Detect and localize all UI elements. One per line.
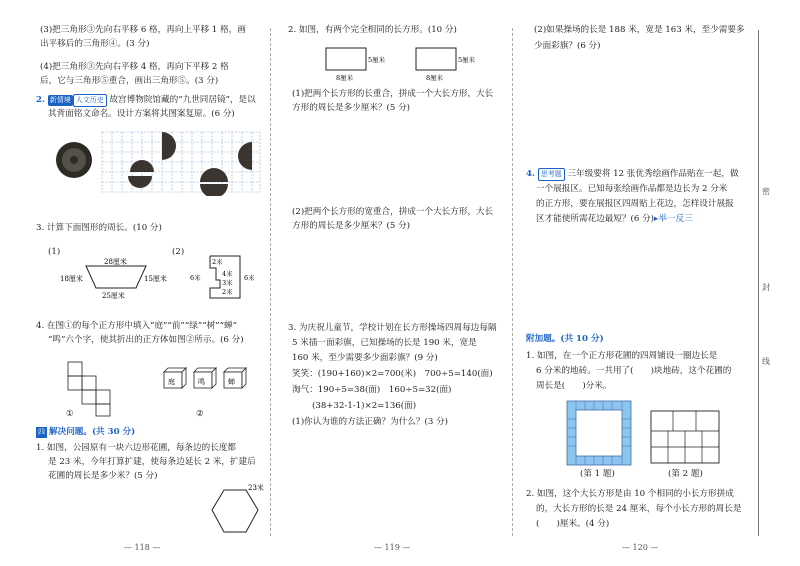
fig2-caption: (第 2 题)	[668, 469, 703, 479]
tile-square-figure	[566, 400, 632, 466]
r-q3-2: (2)如果操场的长是 188 米，宽是 163 米，至少需要多	[534, 25, 745, 35]
r-q4-number: 4.	[526, 169, 535, 179]
q2-number: 2.	[36, 95, 45, 105]
mirror-figure	[52, 128, 264, 196]
cube3-face: 蝉	[228, 378, 235, 386]
e2-text-b: 的，大长方形的长是 24 厘米，每个小长方形的周长是	[536, 504, 742, 514]
extra-heading	[526, 333, 604, 346]
m-q3-1: (1)你认为谁的方法正确？为什么？(3 分)	[292, 417, 448, 427]
e1-text: 1. 如图，在一个正方形花圃的四周铺设一圈边长是	[526, 351, 718, 361]
fig2-label-f: 6米	[244, 274, 255, 282]
page-number-right: — 120 —	[622, 543, 659, 552]
fig1-bottom-label: 25厘米	[102, 292, 125, 300]
page-number-middle: — 119 —	[374, 543, 411, 552]
p1-text: 1. 如图，公园原有一块六边形花圃，每条边的长度都	[36, 443, 236, 453]
section-heading	[36, 426, 135, 439]
e1-text-c: 周长是( )分米。	[536, 381, 612, 391]
q2-text: 故宫博物院馆藏的“九世同居镜”，是以	[109, 95, 256, 105]
rect2-side: 5厘米	[458, 56, 476, 64]
q4-text: 4. 在图①的每个正方形中填入“庭”“前”“绿”“树”“蝉”	[36, 321, 237, 331]
column-divider-2	[512, 28, 513, 536]
fig2-label-a: 2米	[212, 258, 223, 266]
margin-char-2: 封	[762, 283, 770, 292]
e1-text-b: 6 分米的地砖。一共用了( )块地砖，这个花圃的	[536, 366, 732, 376]
q1-3-text: (3)把三角形③先向右平移 6 格，再向上平移 1 格，画	[40, 25, 246, 35]
section-title: 解决问题。(共 30 分)	[49, 427, 136, 437]
r-q4d	[536, 213, 693, 226]
hexagon-figure	[208, 482, 268, 538]
fig-c1-label: ①	[66, 409, 74, 419]
fig1-right-label: 15厘米	[144, 275, 167, 283]
q1-3-text-b: 出平移后的三角形④。(3 分)	[40, 39, 150, 49]
e2-text-c: ( )厘米。(4 分)	[536, 519, 610, 529]
m-q2-2b: 方形的周长是多少厘米？(5 分)	[292, 221, 411, 231]
q3-1-label: (1)	[48, 247, 61, 257]
q2-line	[36, 94, 256, 107]
margin-char-3: 线	[762, 357, 770, 366]
r-q4-line	[526, 168, 739, 181]
m-q2-1: (1)把两个长方形的长重合，拼成一个大长方形，大长	[292, 89, 494, 99]
r-q4b: 一个展报区。已知每张绘画作品都是边长为 2 分米	[536, 184, 728, 194]
fig1-caption: (第 1 题)	[580, 469, 615, 479]
column-divider	[270, 28, 271, 536]
m-q2-text: 2. 如图，有两个完全相同的长方形。(10 分)	[288, 25, 457, 35]
m-q3c: 160 米，至少需要多少面彩旗？(9 分)	[292, 353, 438, 363]
r-q4-text: 三年级要将 12 张优秀绘画作品贴在一起，做	[567, 169, 739, 179]
fig1-top-label: 28厘米	[104, 258, 127, 266]
cubes-figure	[160, 364, 250, 394]
m-q3b: 5 米插一面彩旗，已知操场的长是 190 米，宽是	[292, 338, 477, 348]
grid	[102, 132, 260, 192]
xiao-solution: 笑笑：(190+160)×2=700(米) 700÷5=140(面)	[292, 369, 493, 379]
trapezoid-figure	[60, 250, 170, 302]
similar-problems-link[interactable]: ▸举一反三	[654, 214, 693, 224]
r-q3-2b: 少面彩旗？(6 分)	[534, 41, 601, 51]
q4-text-b: “鸣”六个字，使其折出的正方体如图②所示。(6 分)	[48, 335, 244, 345]
q3-2-label: (2)	[172, 247, 185, 257]
margin-char-1: 密	[762, 187, 770, 196]
cube2-face: 鸣	[198, 378, 205, 386]
culture-tag: 人文历史	[73, 94, 107, 107]
m-q2-1b: 方形的周长是多少厘米？(5 分)	[292, 103, 411, 113]
p1-text-b: 是 23 米，今年打算扩建，使每条边延长 2 米，扩建后	[48, 457, 256, 467]
q1-4-text: (4)把三角形③先向右平移 4 格，再向下平移 2 格	[40, 62, 229, 72]
p1-text-c: 花圃的周长是多少米？(5 分)	[48, 471, 158, 481]
fig1-left-label: 18厘米	[60, 275, 83, 283]
r-q4d-text: 区才能使所需花边最短？(6 分)	[536, 214, 655, 224]
rect1-bottom: 8厘米	[336, 74, 354, 82]
rect1-side: 5厘米	[368, 56, 386, 64]
fig2-label-e: 6米	[190, 274, 201, 282]
stair-figure	[184, 252, 264, 304]
q1-4-text-b: 后，它与三角形⑤重合，画出三角形⑤。(3 分)	[40, 76, 219, 86]
r-q4c: 的正方形，要在展报区四周贴上花边，怎样设计展报	[536, 199, 734, 209]
m-q3: 3. 为庆祝儿童节，学校计划在长方形操场四周每边每隔	[288, 323, 497, 333]
rect2-bottom: 8厘米	[426, 74, 444, 82]
cube1-face: 庭	[168, 378, 175, 386]
section-icon: 四	[38, 428, 45, 436]
e2-text: 2. 如图，这个大长方形是由 10 个相同的小长方形拼成	[526, 489, 734, 499]
fig-c2-label: ②	[196, 409, 204, 419]
tao-solution-2: (38+32-1-1)×2=136(面)	[312, 401, 417, 411]
tao-solution: 淘气：190÷5=38(面) 160÷5=32(面)	[292, 385, 452, 395]
fig2-label-c: 3米	[222, 279, 233, 287]
big-rectangle-figure	[650, 410, 720, 464]
fig2-label-d: 2米	[222, 288, 233, 296]
q3-title: 3. 计算下面图形的周长。(10 分)	[36, 223, 162, 233]
extra-title: 附加题。(共 10 分)	[526, 334, 604, 344]
m-q2-2: (2)把两个长方形的宽重合，拼成一个大长方形，大长	[292, 207, 494, 217]
page-number-left: — 118 —	[124, 543, 161, 552]
thinking-tag: 思考题	[538, 168, 565, 181]
new-context-tag: 新情境	[49, 96, 71, 104]
two-rectangles-figure	[320, 44, 490, 84]
margin-line	[758, 30, 759, 536]
hex-label: 23米	[248, 484, 264, 492]
fig2-label-b: 4米	[222, 270, 233, 278]
q2-text-b: 其背面铭文命名。设计方案将其图案复原。(6 分)	[48, 109, 235, 119]
